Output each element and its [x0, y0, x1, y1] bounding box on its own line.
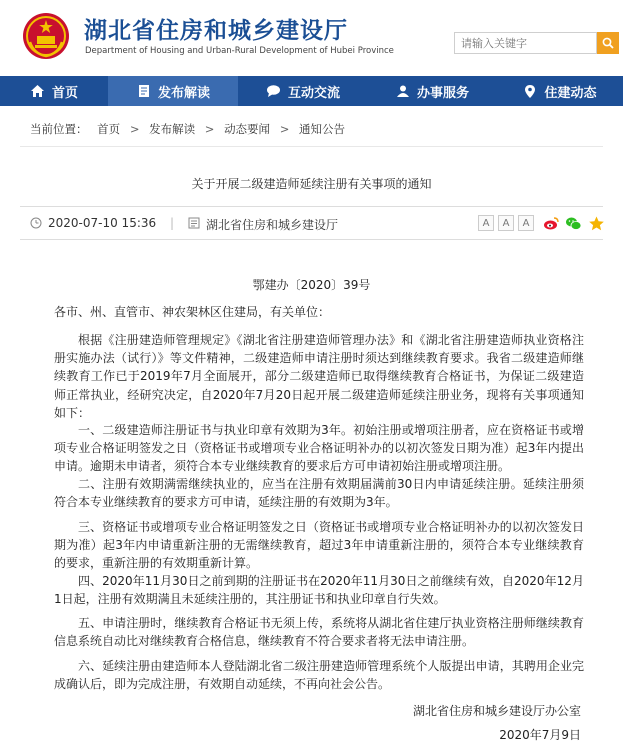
- location-icon: [522, 83, 538, 99]
- font-size-small-button[interactable]: A: [518, 215, 534, 231]
- meta-divider: |: [170, 216, 175, 230]
- nav-item-interaction[interactable]: [238, 76, 368, 106]
- breadcrumb-separator: >: [204, 122, 215, 136]
- search-button[interactable]: [597, 32, 619, 54]
- paragraph-2: 二、注册有效期满需继续执业的，应当在注册有效期届满前30日内申请延续注册。延续注册须符合本专业继续教育的要求方可申请，延续注册的有效期为3年。: [54, 477, 584, 510]
- signature: 湖北省住房和城乡建设厅办公室: [412, 704, 581, 718]
- paragraph-intro: 根据《注册建造师管理规定》《湖北省注册建造师管理办法》和《湖北省注册建造师执业资格注册实施办法（试行）》等文件精神，二级建造师申请注册时须达到继续教育要求。我省二级建造师继续教育工作已于2019年7月全面展开，部分二级建造师已取得继续教育合格证书，为保证二级建造师正常执业，经研究决定，自2020年7月20日起开展二级建造师延续注册业务，现将有关事项通知如下：: [54, 333, 584, 420]
- font-size-medium-button[interactable]: A: [498, 215, 514, 231]
- nav-item-publish[interactable]: [108, 76, 238, 106]
- main-nav: [0, 76, 623, 106]
- paragraph-6: 六、延续注册由建造师本人登陆湖北省二级注册建造师管理系统个人版提出申请，其聘用企业完成确认后，即为完成注册，有效期自动延续，不再向社会公告。: [54, 659, 584, 692]
- home-icon: [30, 83, 46, 99]
- wechat-icon[interactable]: [565, 215, 582, 232]
- document-number: 鄂建办〔2020〕39号: [252, 278, 371, 292]
- favorite-star-icon[interactable]: [588, 215, 605, 232]
- publish-date: 2020-07-10 15:36: [48, 216, 157, 230]
- article-title: 关于开展二级建造师延续注册有关事项的通知: [191, 177, 432, 191]
- document-icon: [136, 83, 152, 99]
- breadcrumb: [30, 121, 351, 137]
- nav-item-services[interactable]: [368, 76, 496, 106]
- nav-item-home[interactable]: [0, 76, 108, 106]
- paragraph-3: 三、资格证书或增项专业合格证明签发之日（资格证书或增项专业合格证明补办的以初次签发日期为准）起3年内申请重新注册的无需继续教育，超过3年申请重新注册的，须符合本专业继续教育的要求，重新注册的有效期重新计算。: [54, 520, 584, 571]
- salutation: 各市、州、直管市、神农架林区住建局，有关单位：: [54, 305, 331, 319]
- sign-date: 2020年7月9日: [499, 728, 581, 741]
- font-size-large-button[interactable]: A: [478, 215, 494, 231]
- national-emblem-icon: [22, 12, 70, 60]
- nav-item-label: 互动交流: [287, 85, 340, 101]
- site-title[interactable]: 湖北省住房和城乡建设厅: [84, 18, 348, 44]
- chat-icon: [266, 83, 282, 99]
- breadcrumb-link-news[interactable]: 动态要闻: [224, 122, 271, 136]
- site-subtitle: Department of Housing and Urban-Rural Development of Hubei Province: [85, 46, 394, 56]
- paragraph-1: 一、二级建造师注册证书与执业印章有效期为3年。初始注册或增项注册者，应在资格证书或增项专业合格证明签发之日（资格证书或增项专业合格证明补办的以初次签发日期为准）起3年内提出申请。逾期未申请者，须符合本专业继续教育的要求后方可申请初始注册或增项注册。: [54, 423, 584, 474]
- weibo-icon[interactable]: [543, 215, 560, 232]
- search-icon: [602, 37, 614, 49]
- article-meta-bar: [20, 206, 603, 240]
- article-source: 湖北省住房和城乡建设厅: [206, 218, 339, 232]
- nav-item-label: 办事服务: [416, 85, 469, 101]
- nav-item-news[interactable]: [496, 76, 623, 106]
- divider: [20, 146, 603, 147]
- nav-item-label: 发布解读: [157, 85, 210, 101]
- paragraph-5: 五、申请注册时，继续教育合格证书无须上传，系统将从湖北省住建厅执业资格注册师继续教育信息系统自动比对继续教育合格信息，继续教育不符合要求者将无法申请注册。: [54, 616, 584, 649]
- site-header: [0, 0, 623, 76]
- breadcrumb-separator: >: [279, 122, 290, 136]
- nav-item-label: 住建动态: [544, 85, 597, 101]
- breadcrumb-link-notices[interactable]: 通知公告: [299, 122, 346, 136]
- search-input[interactable]: [454, 32, 597, 54]
- clock-icon: [30, 217, 42, 229]
- user-icon: [395, 83, 411, 99]
- breadcrumb-prefix: 当前位置：: [30, 122, 88, 136]
- breadcrumb-link-publish[interactable]: 发布解读: [149, 122, 196, 136]
- breadcrumb-link-home[interactable]: 首页: [97, 122, 121, 136]
- nav-item-label: 首页: [51, 85, 78, 101]
- source-icon: [188, 217, 200, 229]
- breadcrumb-separator: >: [129, 122, 140, 136]
- paragraph-4: 四、2020年11月30日之前到期的注册证书在2020年11月30日之前继续有效，自2020年12月1日起，注册有效期满且未延续注册的，其注册证书和执业印章自行失效。: [54, 574, 584, 607]
